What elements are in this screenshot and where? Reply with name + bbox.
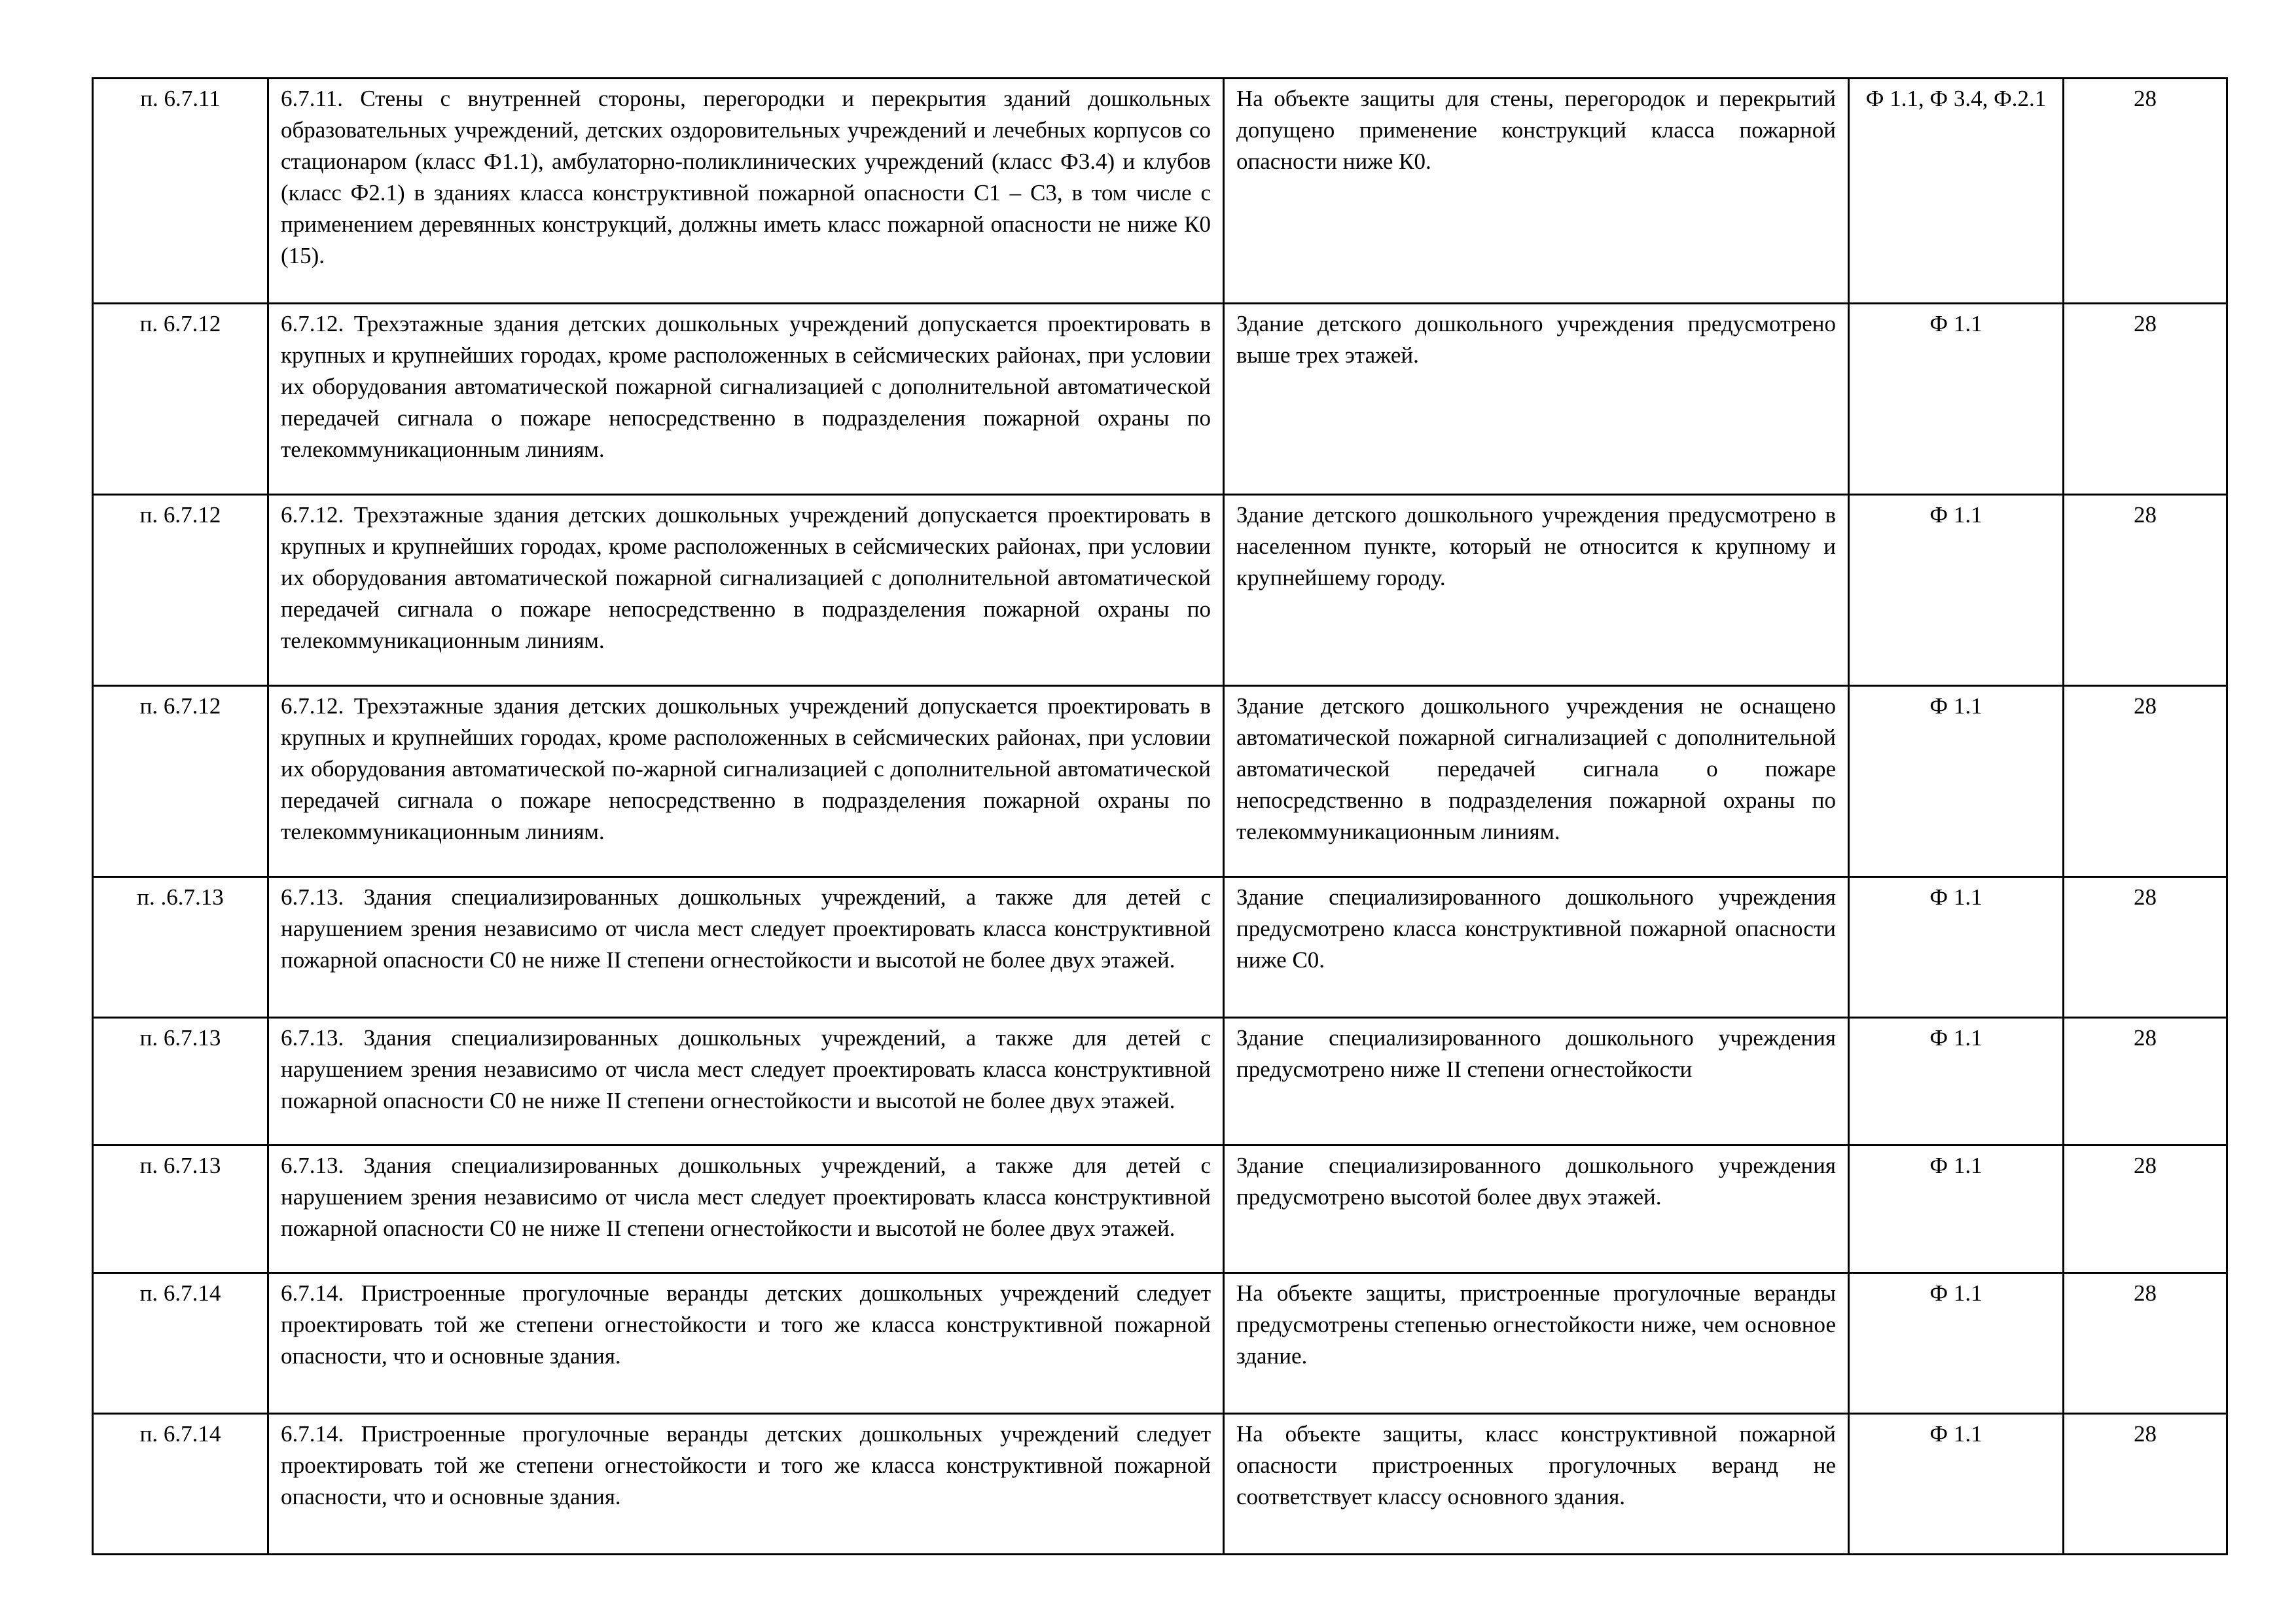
reference-cell: 28 [2064, 495, 2227, 686]
clause-cell: п. 6.7.12 [93, 686, 268, 877]
table-row [93, 79, 2227, 304]
reference-cell: 28 [2064, 304, 2227, 495]
functional-class-cell: Ф 1.1 [1849, 1273, 2064, 1414]
violation-cell: Здание специализированного дошкольного учреждения предусмотрено ниже II степени огнестойкости [1224, 1018, 1849, 1146]
table-row [93, 686, 2227, 877]
reference-cell: 28 [2064, 686, 2227, 877]
functional-class-cell: Ф 1.1 [1849, 304, 2064, 495]
requirements-table [92, 77, 2228, 1555]
requirement-cell: 6.7.14. Пристроенные прогулочные веранды детских дошкольных учреждений следует проектировать той же степени огнестойкости и того же класса конструктивной пожарной опасности, что и основные здания. [268, 1414, 1224, 1555]
violation-cell: Здание детского дошкольного учреждения предусмотрено выше трех этажей. [1224, 304, 1849, 495]
functional-class-cell: Ф 1.1 [1849, 1146, 2064, 1273]
violation-cell: На объекте защиты, пристроенные прогулочные веранды предусмотрены степенью огнестойкости ниже, чем основное здание. [1224, 1273, 1849, 1414]
reference-cell: 28 [2064, 79, 2227, 304]
violation-cell: Здание детского дошкольного учреждения предусмотрено в населенном пункте, который не относится к крупному и крупнейшему городу. [1224, 495, 1849, 686]
functional-class-cell: Ф 1.1 [1849, 1414, 2064, 1555]
functional-class-cell: Ф 1.1, Ф 3.4, Ф.2.1 [1849, 79, 2064, 304]
requirement-cell: 6.7.13. Здания специализированных дошкольных учреждений, а также для детей с нарушением зрения независимо от числа мест следует проектировать класса конструктивной пожарной опасности С0 не ниже II степени огнестойкости и высотой не более двух этажей. [268, 1146, 1224, 1273]
table-row [93, 1018, 2227, 1146]
requirement-cell: 6.7.12. Трехэтажные здания детских дошкольных учреждений допускается проектировать в крупных и крупнейших городах, кроме расположенных в сейсмических районах, при условии их оборудования автоматической пожарной сигнализацией с дополнительной автоматической передачей сигнала о пожаре непосредственно в подразделения пожарной охраны по телекоммуникационным линиям. [268, 495, 1224, 686]
functional-class-cell: Ф 1.1 [1849, 686, 2064, 877]
clause-cell: п. 6.7.11 [93, 79, 268, 304]
violation-cell: Здание специализированного дошкольного учреждения предусмотрено высотой более двух этажей. [1224, 1146, 1849, 1273]
functional-class-cell: Ф 1.1 [1849, 495, 2064, 686]
requirement-cell: 6.7.13. Здания специализированных дошкольных учреждений, а также для детей с нарушением зрения независимо от числа мест следует проектировать класса конструктивной пожарной опасности С0 не ниже II степени огнестойкости и высотой не более двух этажей. [268, 877, 1224, 1018]
clause-cell: п. 6.7.13 [93, 1146, 268, 1273]
requirement-cell: 6.7.14. Пристроенные прогулочные веранды детских дошкольных учреждений следует проектировать той же степени огнестойкости и того же класса конструктивной пожарной опасности, что и основные здания. [268, 1273, 1224, 1414]
functional-class-cell: Ф 1.1 [1849, 1018, 2064, 1146]
requirement-cell: 6.7.13. Здания специализированных дошкольных учреждений, а также для детей с нарушением зрения независимо от числа мест следует проектировать класса конструктивной пожарной опасности С0 не ниже II степени огнестойкости и высотой не более двух этажей. [268, 1018, 1224, 1146]
clause-cell: п. 6.7.12 [93, 495, 268, 686]
reference-cell: 28 [2064, 1273, 2227, 1414]
violation-cell: Здание специализированного дошкольного учреждения предусмотрено класса конструктивной пожарной опасности ниже С0. [1224, 877, 1849, 1018]
table-row [93, 304, 2227, 495]
clause-cell: п. 6.7.12 [93, 304, 268, 495]
requirement-cell: 6.7.11. Стены с внутренней стороны, перегородки и перекрытия зданий дошкольных образовательных учреждений, детских оздоровительных учреждений и лечебных корпусов со стационаром (класс Ф1.1), амбулаторно-поликлинических учреждений (класс Ф3.4) и клубов (класс Ф2.1) в зданиях класса конструктивной пожарной опасности С1 – С3, в том числе с применением деревянных конструкций, должны иметь класс пожарной опасности не ниже К0 (15). [268, 79, 1224, 304]
functional-class-cell: Ф 1.1 [1849, 877, 2064, 1018]
table-row [93, 877, 2227, 1018]
table-row [93, 1273, 2227, 1414]
clause-cell: п. 6.7.13 [93, 1018, 268, 1146]
violation-cell: Здание детского дошкольного учреждения не оснащено автоматической пожарной сигнализацией с дополнительной автоматической передачей сигнала о пожаре непосредственно в подразделения пожарной охраны по телекоммуникационным линиям. [1224, 686, 1849, 877]
clause-cell: п. 6.7.14 [93, 1414, 268, 1555]
requirement-cell: 6.7.12. Трехэтажные здания детских дошкольных учреждений допускается проектировать в крупных и крупнейших городах, кроме расположенных в сейсмических районах, при условии их оборудования автоматической по-жарной сигнализацией с дополнительной автоматической передачей сигнала о пожаре непосредственно в подразделения пожарной охраны по телекоммуникационным линиям. [268, 686, 1224, 877]
table-row [93, 495, 2227, 686]
reference-cell: 28 [2064, 1414, 2227, 1555]
reference-cell: 28 [2064, 1018, 2227, 1146]
clause-cell: п. .6.7.13 [93, 877, 268, 1018]
requirement-cell: 6.7.12. Трехэтажные здания детских дошкольных учреждений допускается проектировать в крупных и крупнейших городах, кроме расположенных в сейсмических районах, при условии их оборудования автоматической пожарной сигнализацией с дополнительной автоматической передачей сигнала о пожаре непосредственно в подразделения пожарной охраны по телекоммуникационным линиям. [268, 304, 1224, 495]
table-row [93, 1414, 2227, 1555]
clause-cell: п. 6.7.14 [93, 1273, 268, 1414]
violation-cell: На объекте защиты для стены, перегородок и перекрытий допущено применение конструкций класса пожарной опасности ниже К0. [1224, 79, 1849, 304]
reference-cell: 28 [2064, 877, 2227, 1018]
reference-cell: 28 [2064, 1146, 2227, 1273]
violation-cell: На объекте защиты, класс конструктивной пожарной опасности пристроенных прогулочных веранд не соответствует классу основного здания. [1224, 1414, 1849, 1555]
table-row [93, 1146, 2227, 1273]
